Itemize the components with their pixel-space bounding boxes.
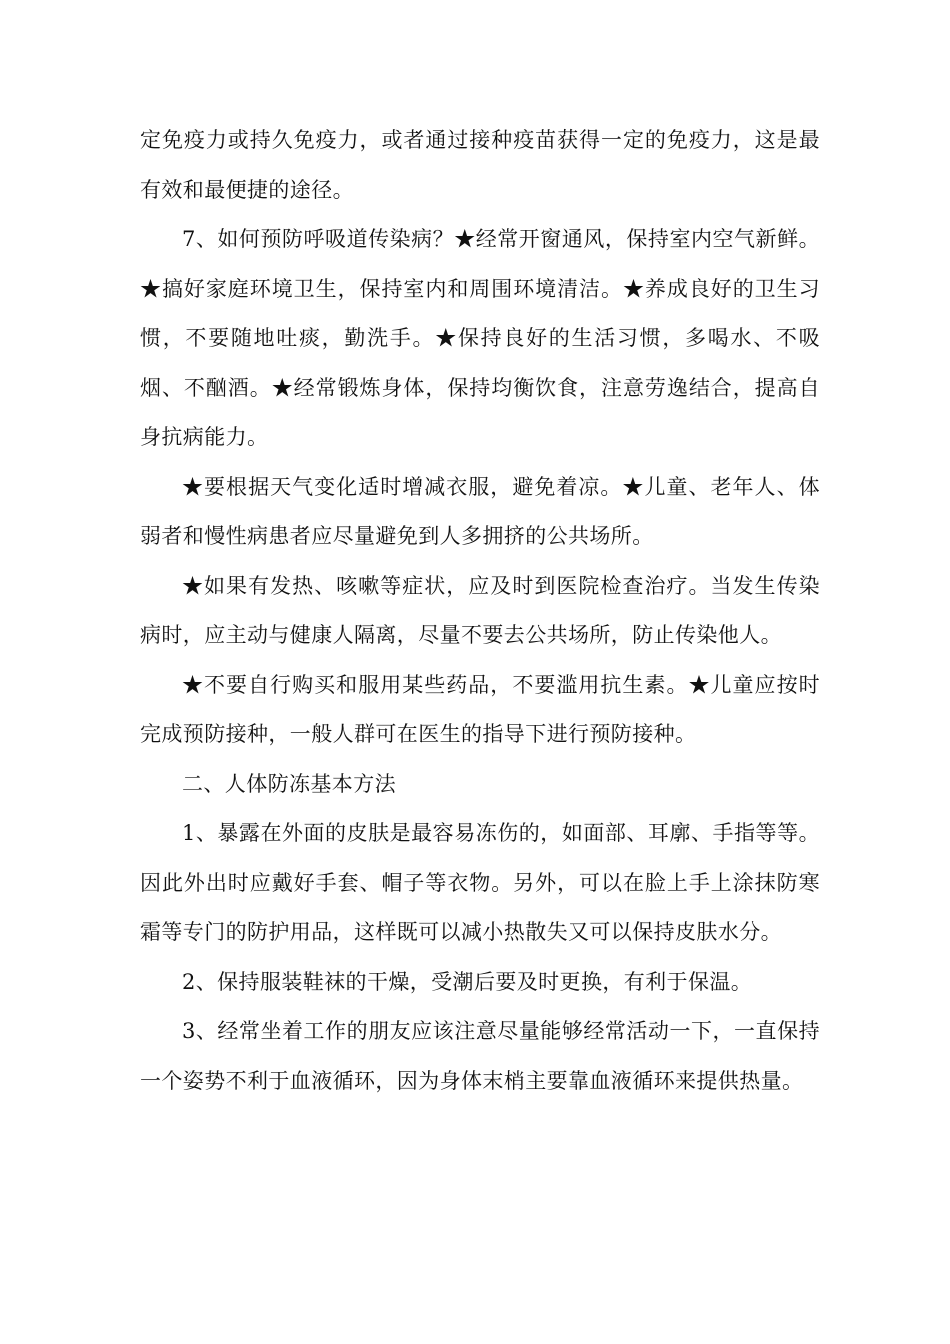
paragraph: 3、经常坐着工作的朋友应该注意尽量能够经常活动一下，一直保持一个姿势不利于血液循环，因为身体末梢主要靠血液循环来提供热量。 xyxy=(140,1019,820,1093)
paragraph: ★要根据天气变化适时增减衣服，避免着凉。★儿童、老年人、体弱者和慢性病患者应尽量避免到人多拥挤的公共场所。 xyxy=(140,474,820,548)
paragraph: 1、暴露在外面的皮肤是最容易冻伤的，如面部、耳廓、手指等等。因此外出时应戴好手套、帽子等衣物。另外，可以在脸上手上涂抹防寒霜等专门的防护用品，这样既可以减小热散失又可以保持皮肤水分。 xyxy=(140,821,820,944)
document-page xyxy=(140,116,820,1106)
paragraph: 定免疫力或持久免疫力，或者通过接种疫苗获得一定的免疫力，这是最有效和最便捷的途径。 xyxy=(140,128,820,202)
paragraph: ★如果有发热、咳嗽等症状，应及时到医院检查治疗。当发生传染病时，应主动与健康人隔离，尽量不要去公共场所，防止传染他人。 xyxy=(140,573,820,647)
paragraph: 7、如何预防呼吸道传染病？★经常开窗通风，保持室内空气新鲜。★搞好家庭环境卫生，保持室内和周围环境清洁。★养成良好的卫生习惯，不要随地吐痰，勤洗手。★保持良好的生活习惯，多喝水、不吸烟、不酗酒。★经常锻炼身体，保持均衡饮食，注意劳逸结合，提高自身抗病能力。 xyxy=(140,227,820,449)
section-heading: 二、人体防冻基本方法 xyxy=(182,771,396,796)
paragraph: ★不要自行购买和服用某些药品，不要滥用抗生素。★儿童应按时完成预防接种，一般人群可在医生的指导下进行预防接种。 xyxy=(140,672,820,746)
paragraph: 2、保持服装鞋袜的干燥，受潮后要及时更换，有利于保温。 xyxy=(182,969,753,994)
